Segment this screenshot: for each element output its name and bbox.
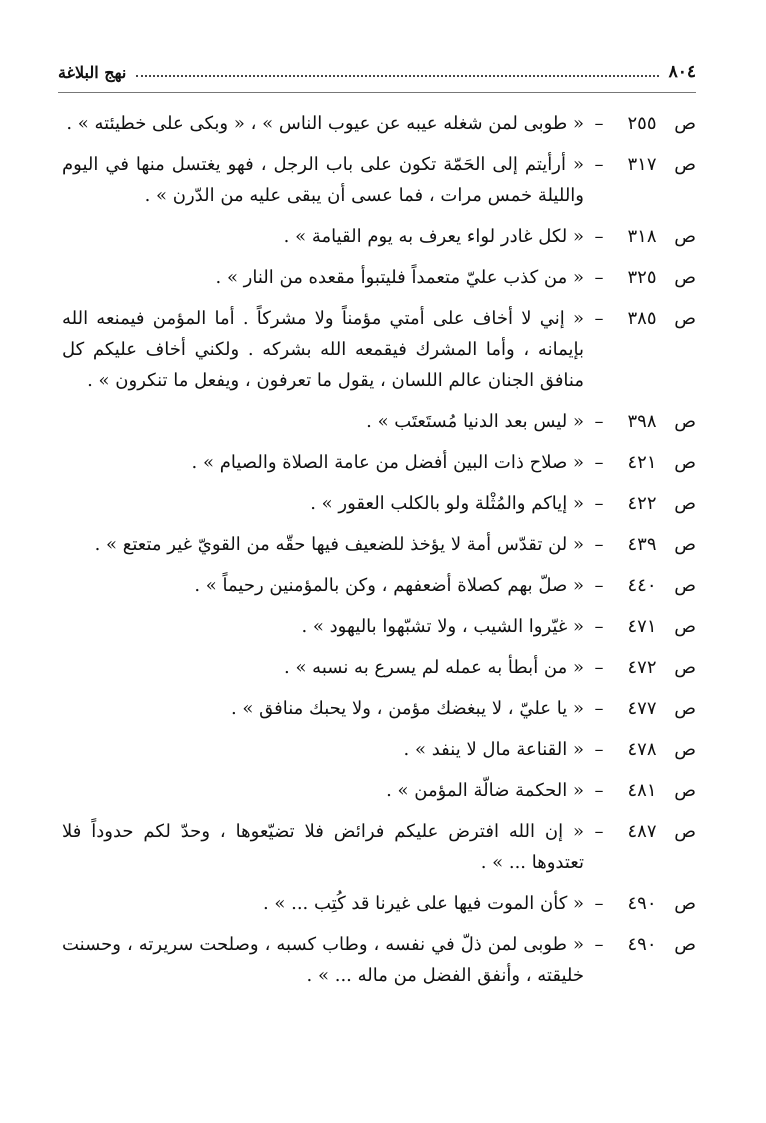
entry-reference bbox=[584, 775, 696, 806]
hadith-text: « إياكم والمُثْلة ولو بالكلب العقور » . bbox=[310, 493, 584, 514]
page-abbrev: ص bbox=[674, 893, 696, 914]
page-abbrev: ص bbox=[674, 267, 696, 288]
index-entry bbox=[62, 108, 696, 139]
running-title: نهج البلاغة bbox=[58, 62, 127, 82]
hadith-text: « غيّروا الشيب ، ولا تشبّهوا باليهود » . bbox=[301, 616, 584, 637]
hadith-index-list bbox=[62, 108, 696, 1001]
page-abbrev: ص bbox=[674, 493, 696, 514]
dash-separator: – bbox=[594, 493, 604, 514]
page-abbrev: ص bbox=[674, 411, 696, 432]
hadith-text: « صلاح ذات البين أفضل من عامة الصلاة والصيام » . bbox=[191, 452, 584, 473]
entry-reference bbox=[584, 221, 696, 252]
page-ref-number: ٤٩٠ bbox=[627, 893, 657, 914]
page-abbrev: ص bbox=[674, 308, 696, 329]
hadith-text: « إني لا أخاف على أمتي مؤمناً ولا مشركاً . أما المؤمن فيمنعه الله بإيمانه ، وأما المشرك فيقمعه الله بشركه . ولكني أخاف عليكم كل منافق الجنان عالم اللسان ، يقول ما تعرفون ، ويفعل ما تنكرون » . bbox=[62, 308, 584, 391]
page-abbrev: ص bbox=[674, 657, 696, 678]
page-ref-number: ٣٩٨ bbox=[627, 411, 657, 432]
page-ref-number: ٤٧٨ bbox=[627, 739, 657, 760]
page-abbrev: ص bbox=[674, 698, 696, 719]
index-entry bbox=[62, 734, 696, 765]
index-entry bbox=[62, 816, 696, 878]
page-abbrev: ص bbox=[674, 534, 696, 555]
hadith-text: « الحكمة ضالّة المؤمن » . bbox=[386, 780, 584, 801]
page-abbrev: ص bbox=[674, 821, 696, 842]
dash-separator: – bbox=[594, 575, 604, 596]
entry-reference bbox=[584, 447, 696, 478]
hadith-text: « صلّ بهم كصلاة أضعفهم ، وكن بالمؤمنين رحيماً » . bbox=[194, 575, 584, 596]
page-number: ٨٠٤ bbox=[668, 62, 696, 82]
hadith-text: « يا عليّ ، لا يبغضك مؤمن ، ولا يحبك منافق » . bbox=[230, 698, 584, 719]
page-ref-number: ٤٨٧ bbox=[627, 821, 657, 842]
dash-separator: – bbox=[594, 780, 604, 801]
hadith-text: « أرأيتم إلى الحَمّة تكون على باب الرجل ، فهو يغتسل منها في اليوم والليلة خمس مرات ، فما عسى أن يبقى عليه من الدّرن » . bbox=[62, 154, 584, 206]
page-abbrev: ص bbox=[674, 780, 696, 801]
entry-reference bbox=[584, 108, 696, 139]
page-ref-number: ٤٢٢ bbox=[627, 493, 657, 514]
index-entry bbox=[62, 221, 696, 252]
page-ref-number: ٤٧١ bbox=[627, 616, 657, 637]
page-abbrev: ص bbox=[674, 226, 696, 247]
page-ref-number: ٢٥٥ bbox=[627, 113, 657, 134]
index-entry bbox=[62, 149, 696, 211]
page-ref-number: ٤٧٧ bbox=[627, 698, 657, 719]
entry-reference bbox=[584, 693, 696, 724]
dash-separator: – bbox=[594, 739, 604, 760]
entry-reference bbox=[584, 652, 696, 683]
hadith-text: « كأن الموت فيها على غيرنا قد كُتِب ... » . bbox=[262, 893, 584, 914]
dash-separator: – bbox=[594, 226, 604, 247]
entry-reference bbox=[584, 611, 696, 642]
page-ref-number: ٣١٧ bbox=[627, 154, 657, 175]
index-entry bbox=[62, 488, 696, 519]
index-entry bbox=[62, 611, 696, 642]
page-abbrev: ص bbox=[674, 739, 696, 760]
dash-separator: – bbox=[594, 452, 604, 473]
dash-separator: – bbox=[594, 821, 604, 842]
page-abbrev: ص bbox=[674, 616, 696, 637]
index-entry bbox=[62, 529, 696, 560]
page-abbrev: ص bbox=[674, 452, 696, 473]
page-abbrev: ص bbox=[674, 113, 696, 134]
page-ref-number: ٤٣٩ bbox=[627, 534, 657, 555]
page-ref-number: ٣١٨ bbox=[627, 226, 657, 247]
page-ref-number: ٤٩٠ bbox=[627, 934, 657, 955]
dash-separator: – bbox=[594, 657, 604, 678]
hadith-text: « من كذب عليّ متعمداً فليتبوأ مقعده من النار » . bbox=[215, 267, 584, 288]
hadith-text: « ليس بعد الدنيا مُستَعتَب » . bbox=[366, 411, 584, 432]
entry-reference bbox=[584, 303, 696, 334]
index-entry bbox=[62, 888, 696, 919]
entry-reference bbox=[584, 929, 696, 960]
hadith-text: « القناعة مال لا ينفد » . bbox=[403, 739, 584, 760]
dash-separator: – bbox=[594, 154, 604, 175]
entry-reference bbox=[584, 406, 696, 437]
dash-separator: – bbox=[594, 616, 604, 637]
entry-reference bbox=[584, 488, 696, 519]
page-ref-number: ٤٧٢ bbox=[627, 657, 657, 678]
hadith-text: « طوبى لمن شغله عيبه عن عيوب الناس » ، « وبكى على خطيئته » . bbox=[66, 113, 584, 134]
dash-separator: – bbox=[594, 698, 604, 719]
entry-reference bbox=[584, 570, 696, 601]
entry-reference bbox=[584, 816, 696, 847]
dash-separator: – bbox=[594, 411, 604, 432]
entry-reference bbox=[584, 262, 696, 293]
entry-reference bbox=[584, 888, 696, 919]
index-entry bbox=[62, 406, 696, 437]
index-entry bbox=[62, 693, 696, 724]
page-ref-number: ٣٢٥ bbox=[627, 267, 657, 288]
hadith-text: « إن الله افترض عليكم فرائض فلا تضيّعوها ، وحدّ لكم حدوداً فلا تعتدوها ... » . bbox=[62, 821, 584, 873]
page-header bbox=[58, 54, 696, 90]
dotted-leader bbox=[136, 75, 658, 77]
page-ref-number: ٤٢١ bbox=[627, 452, 657, 473]
index-entry bbox=[62, 929, 696, 991]
hadith-text: « لكل غادر لواء يعرف به يوم القيامة » . bbox=[283, 226, 584, 247]
dash-separator: – bbox=[594, 893, 604, 914]
index-entry bbox=[62, 570, 696, 601]
index-entry bbox=[62, 652, 696, 683]
page-ref-number: ٤٨١ bbox=[627, 780, 657, 801]
dash-separator: – bbox=[594, 534, 604, 555]
dash-separator: – bbox=[594, 267, 604, 288]
dash-separator: – bbox=[594, 934, 604, 955]
header-rule bbox=[58, 92, 696, 93]
dash-separator: – bbox=[594, 308, 604, 329]
hadith-text: « لن تقدّس أمة لا يؤخذ للضعيف فيها حقّه من القويّ غير متعتع » . bbox=[94, 534, 584, 555]
index-entry bbox=[62, 262, 696, 293]
hadith-text: « طوبى لمن ذلّ في نفسه ، وطاب كسبه ، وصلحت سريرته ، وحسنت خليقته ، وأنفق الفضل من ماله ... » . bbox=[62, 934, 584, 986]
page-abbrev: ص bbox=[674, 154, 696, 175]
page-ref-number: ٣٨٥ bbox=[627, 308, 657, 329]
entry-reference bbox=[584, 734, 696, 765]
index-entry bbox=[62, 447, 696, 478]
hadith-text: « من أبطأ به عمله لم يسرع به نسبه » . bbox=[284, 657, 584, 678]
index-entry bbox=[62, 303, 696, 396]
entry-reference bbox=[584, 529, 696, 560]
entry-reference bbox=[584, 149, 696, 180]
page-ref-number: ٤٤٠ bbox=[627, 575, 657, 596]
dash-separator: – bbox=[594, 113, 604, 134]
page-abbrev: ص bbox=[674, 934, 696, 955]
page-abbrev: ص bbox=[674, 575, 696, 596]
index-entry bbox=[62, 775, 696, 806]
